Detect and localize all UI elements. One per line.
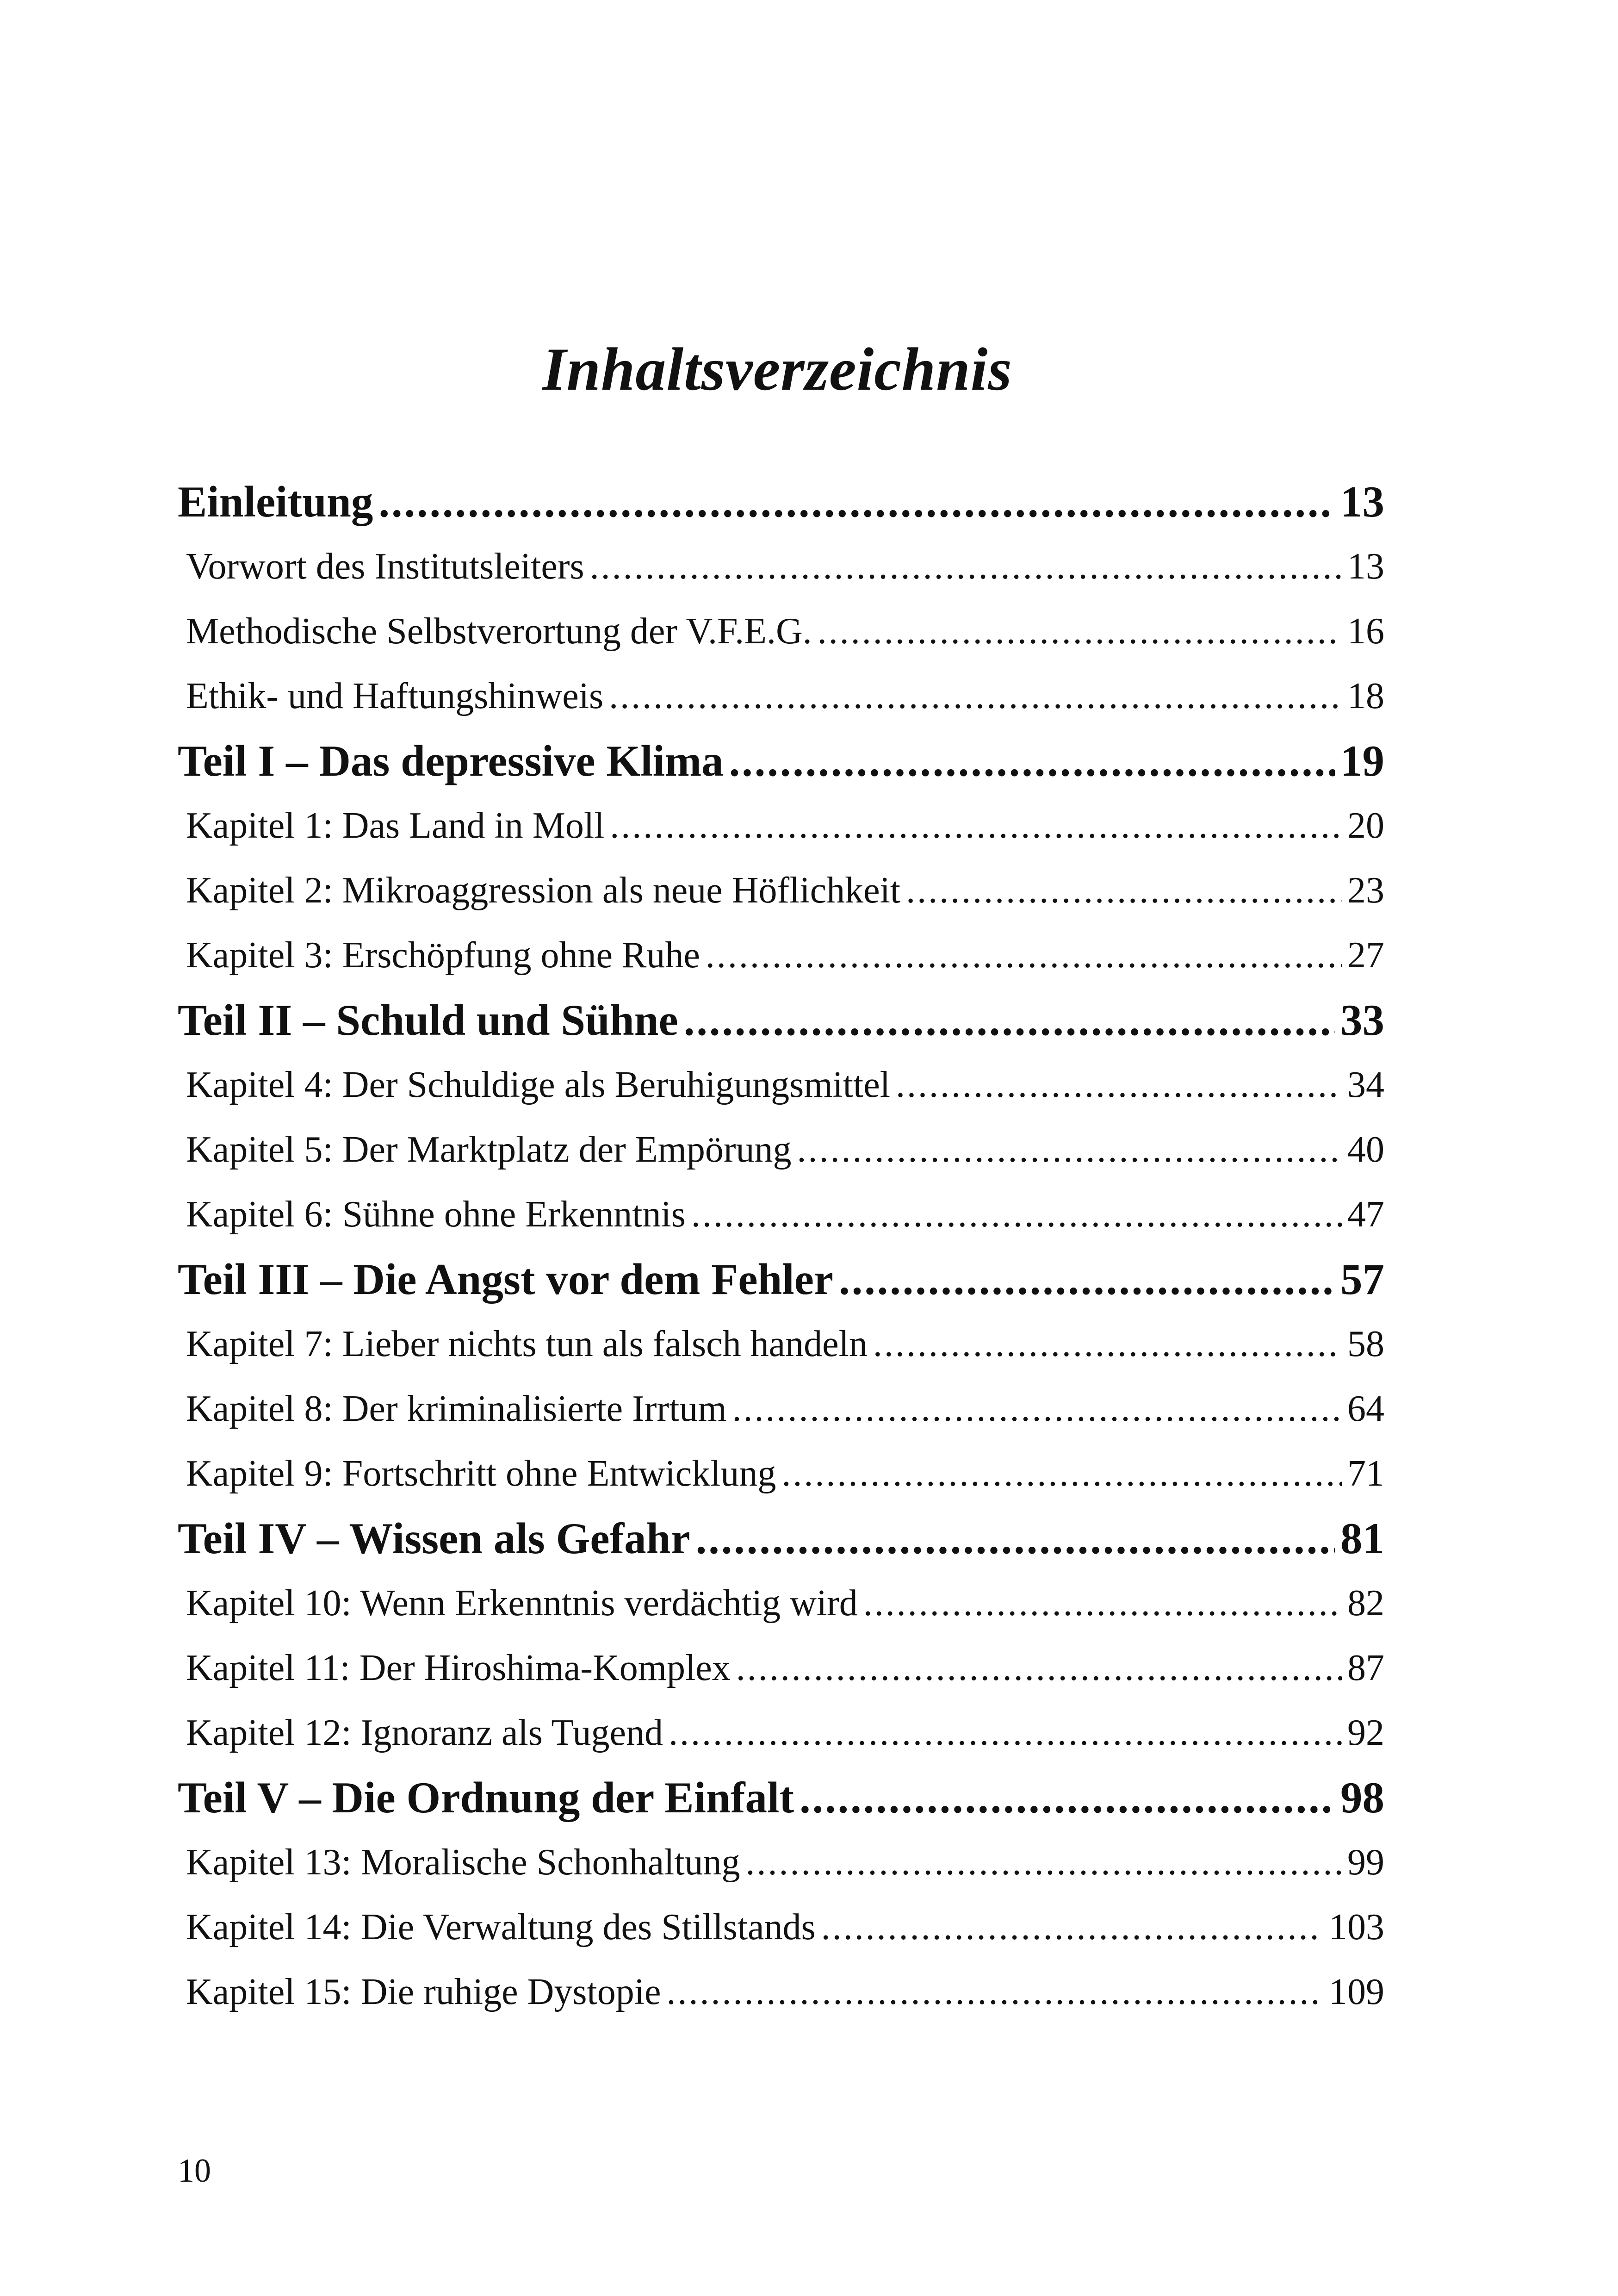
toc-chapter-entry (178, 923, 1384, 988)
toc-entry-page-number: 13 (1340, 477, 1384, 526)
toc-entry-title: Kapitel 10: Wenn Erkenntnis verdächtig wird (186, 1583, 858, 1624)
dot-leader (736, 1636, 1342, 1700)
toc-chapter-entry (178, 1182, 1384, 1247)
toc-entry-title: Kapitel 13: Moralische Schonhaltung (186, 1842, 740, 1883)
dot-leader (732, 1376, 1342, 1441)
dot-leader (906, 858, 1342, 923)
toc-chapter-entry (178, 1700, 1384, 1765)
dot-leader (729, 728, 1335, 793)
page-title: Inhaltsverzeichnis (542, 335, 1012, 404)
dot-leader (666, 1960, 1323, 2024)
toc-entry-title: Kapitel 12: Ignoranz als Tugend (186, 1712, 663, 1753)
dot-leader (746, 1830, 1342, 1895)
toc-entry-page-number: 99 (1347, 1842, 1384, 1883)
toc-entry-page-number: 47 (1347, 1194, 1384, 1235)
dot-leader (818, 599, 1342, 664)
dot-leader (706, 923, 1342, 988)
toc-entry-title: Teil V – Die Ordnung der Einfalt (178, 1773, 794, 1822)
toc-entry-title: Teil I – Das depressive Klima (178, 736, 724, 785)
toc-entry-page-number: 98 (1340, 1773, 1384, 1822)
toc-chapter-entry (178, 1636, 1384, 1700)
dot-leader (839, 1247, 1335, 1312)
toc-entry-title: Kapitel 5: Der Marktplatz der Empörung (186, 1129, 792, 1170)
toc-entry-title: Kapitel 11: Der Hiroshima-Komplex (186, 1648, 731, 1688)
toc-chapter-entry (178, 599, 1384, 664)
dot-leader (797, 1117, 1342, 1182)
dot-leader (609, 664, 1342, 728)
toc-entry-title: Kapitel 1: Das Land in Moll (186, 805, 605, 846)
toc-entry-title: Teil IV – Wissen als Gefahr (178, 1514, 690, 1563)
toc-chapter-entry (178, 793, 1384, 858)
toc-entry-page-number: 92 (1347, 1712, 1384, 1753)
dot-leader (696, 1506, 1335, 1571)
toc-entry-title: Kapitel 4: Der Schuldige als Beruhigungsmittel (186, 1064, 890, 1105)
toc-entry-page-number: 34 (1347, 1064, 1384, 1105)
toc-part-entry (178, 728, 1384, 793)
toc-part-entry (178, 1247, 1384, 1312)
dot-leader (669, 1700, 1342, 1765)
toc-entry-title: Vorwort des Institutsleiters (186, 546, 584, 587)
toc-chapter-entry (178, 1376, 1384, 1441)
toc-entry-title: Kapitel 9: Fortschritt ohne Entwicklung (186, 1453, 776, 1494)
table-of-contents (178, 469, 1384, 2024)
dot-leader (691, 1182, 1342, 1247)
toc-entry-title: Kapitel 7: Lieber nichts tun als falsch handeln (186, 1324, 868, 1364)
page-number: 10 (178, 2152, 211, 2189)
toc-chapter-entry (178, 1830, 1384, 1895)
toc-entry-title: Kapitel 3: Erschöpfung ohne Ruhe (186, 935, 700, 976)
toc-entry-title: Kapitel 2: Mikroaggression als neue Höflichkeit (186, 870, 901, 911)
toc-entry-page-number: 64 (1347, 1388, 1384, 1429)
toc-entry-page-number: 16 (1347, 611, 1384, 652)
toc-part-entry (178, 469, 1384, 534)
dot-leader (896, 1052, 1342, 1117)
dot-leader (821, 1895, 1323, 1960)
toc-entry-page-number: 109 (1329, 1972, 1384, 2012)
toc-entry-page-number: 87 (1347, 1648, 1384, 1688)
toc-entry-title: Teil III – Die Angst vor dem Fehler (178, 1255, 834, 1304)
toc-entry-title: Kapitel 8: Der kriminalisierte Irrtum (186, 1388, 727, 1429)
toc-entry-page-number: 20 (1347, 805, 1384, 846)
toc-part-entry (178, 1506, 1384, 1571)
toc-entry-title: Teil II – Schuld und Sühne (178, 996, 678, 1045)
toc-entry-page-number: 18 (1347, 676, 1384, 716)
toc-entry-page-number: 23 (1347, 870, 1384, 911)
toc-part-entry (178, 1765, 1384, 1830)
toc-entry-page-number: 19 (1340, 736, 1384, 785)
toc-entry-page-number: 71 (1347, 1453, 1384, 1494)
toc-entry-title: Einleitung (178, 477, 373, 526)
toc-entry-page-number: 40 (1347, 1129, 1384, 1170)
toc-chapter-entry (178, 1895, 1384, 1960)
toc-entry-title: Kapitel 6: Sühne ohne Erkenntnis (186, 1194, 686, 1235)
toc-chapter-entry (178, 1052, 1384, 1117)
dot-leader (610, 793, 1342, 858)
toc-entry-title: Methodische Selbstverortung der V.F.E.G. (186, 611, 812, 652)
toc-entry-title: Kapitel 15: Die ruhige Dystopie (186, 1972, 661, 2012)
dot-leader (684, 988, 1335, 1052)
dot-leader (800, 1765, 1335, 1830)
toc-entry-page-number: 103 (1329, 1907, 1384, 1948)
toc-entry-title: Kapitel 14: Die Verwaltung des Stillstands (186, 1907, 816, 1948)
toc-entry-page-number: 81 (1340, 1514, 1384, 1563)
toc-chapter-entry (178, 1960, 1384, 2024)
toc-entry-page-number: 13 (1347, 546, 1384, 587)
toc-entry-page-number: 27 (1347, 935, 1384, 976)
toc-entry-page-number: 57 (1340, 1255, 1384, 1304)
dot-leader (781, 1441, 1342, 1506)
toc-chapter-entry (178, 1571, 1384, 1636)
toc-entry-page-number: 33 (1340, 996, 1384, 1045)
toc-chapter-entry (178, 534, 1384, 599)
dot-leader (590, 534, 1342, 599)
toc-entry-page-number: 82 (1347, 1583, 1384, 1624)
toc-chapter-entry (178, 858, 1384, 923)
toc-entry-title: Ethik- und Haftungshinweis (186, 676, 604, 716)
toc-chapter-entry (178, 664, 1384, 728)
toc-chapter-entry (178, 1312, 1384, 1376)
toc-chapter-entry (178, 1117, 1384, 1182)
toc-entry-page-number: 58 (1347, 1324, 1384, 1364)
dot-leader (873, 1312, 1342, 1376)
toc-part-entry (178, 988, 1384, 1052)
dot-leader (863, 1571, 1342, 1636)
toc-chapter-entry (178, 1441, 1384, 1506)
dot-leader (378, 469, 1335, 534)
